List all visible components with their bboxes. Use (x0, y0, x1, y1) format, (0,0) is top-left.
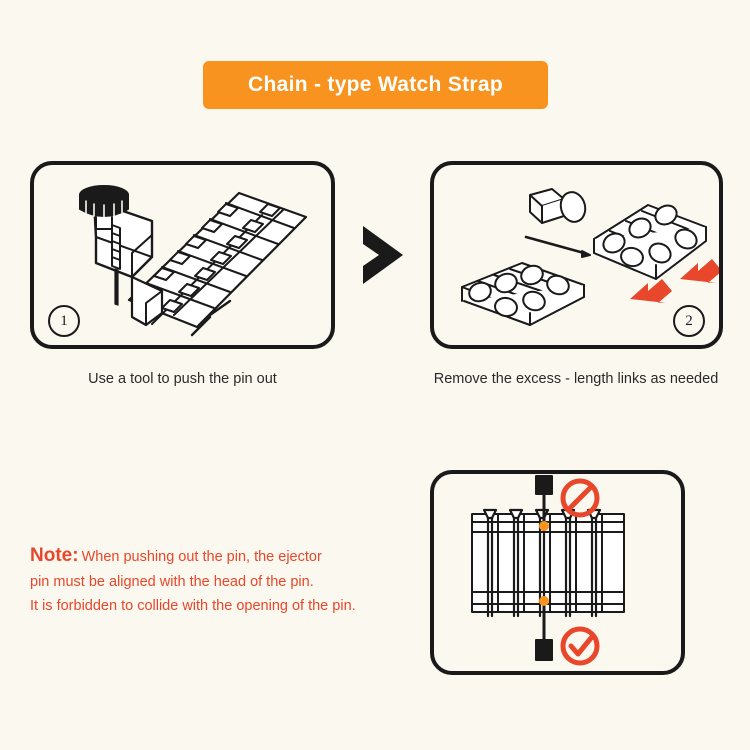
note-label: Note: (30, 545, 79, 566)
prohibition-sign (563, 481, 597, 515)
note-text-2: pin must be aligned with the head of the pin. (30, 574, 314, 591)
note-text-1: When pushing out the pin, the ejector (81, 549, 322, 565)
contact-point-bottom (539, 596, 549, 606)
pin-alignment-detail-illustration (434, 474, 681, 671)
step-1-badge: 1 (48, 305, 80, 337)
step-2-caption: Remove the excess - length links as needed (433, 371, 719, 387)
note-block (30, 540, 410, 619)
detail-panel (430, 470, 685, 675)
contact-point-top (539, 521, 549, 531)
title-banner (203, 61, 548, 109)
note-text-3: It is forbidden to collide with the opening of the pin. (30, 598, 356, 615)
note-line-1 (30, 540, 410, 571)
red-arrow-right (680, 259, 719, 283)
page-title: Chain - type Watch Strap (248, 73, 503, 96)
check-circle-icon (563, 629, 597, 663)
red-arrow-left (630, 279, 672, 303)
right-chevron-arrow (357, 224, 409, 286)
step-1-caption: Use a tool to push the pin out (88, 371, 277, 387)
step-2-badge: 2 (673, 305, 705, 337)
step-2-panel (430, 161, 723, 349)
step-1-panel (30, 161, 335, 349)
